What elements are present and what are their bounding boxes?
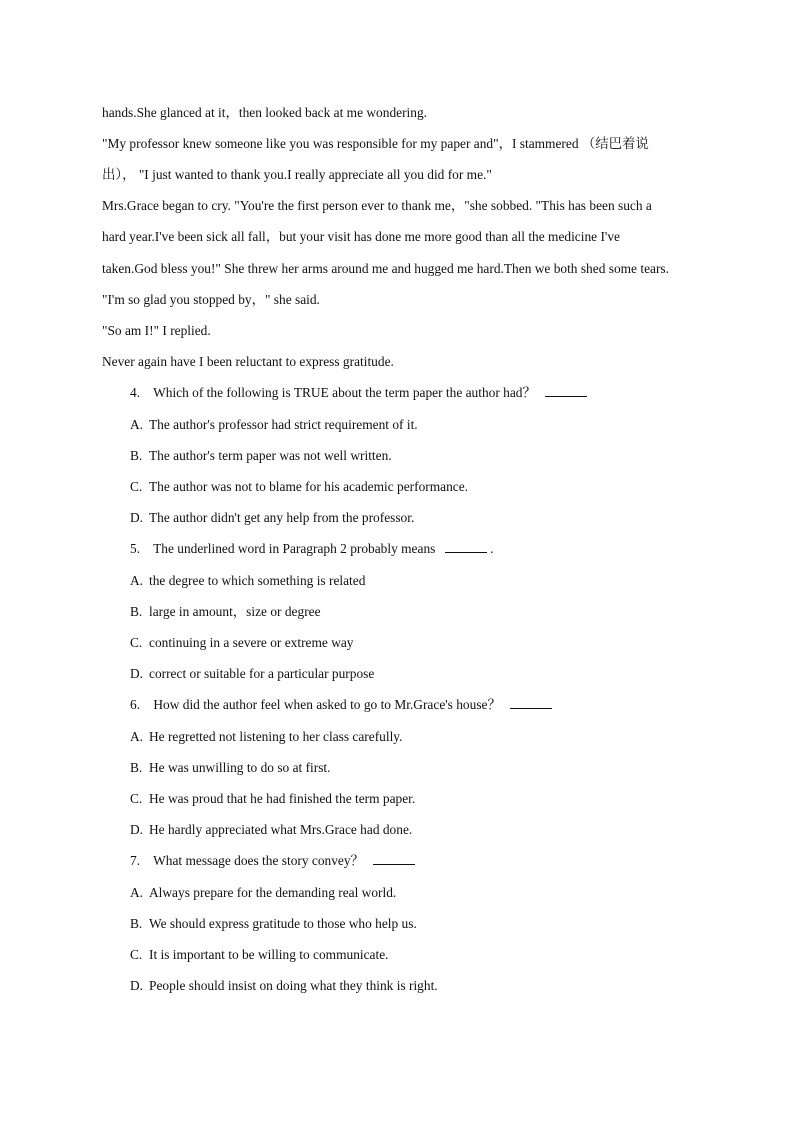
option-letter: C. — [130, 635, 143, 650]
passage-line: hard year.I've been sick all fall，but your visit has done me more good than all the medicine I've — [102, 229, 620, 244]
question-4 — [130, 384, 587, 402]
option-6c[interactable] — [130, 790, 415, 808]
answer-blank[interactable] — [445, 540, 487, 553]
question-text: Which of the following is TRUE about the term paper the author had？ — [153, 385, 536, 400]
option-text: large in amount，size or degree — [149, 604, 321, 619]
option-6d[interactable] — [130, 821, 412, 839]
passage-line: taken.God bless you!" She threw her arms around me and hugged me hard.Then we both shed some tears. — [102, 261, 669, 276]
question-6 — [130, 696, 552, 714]
option-letter: B. — [130, 760, 143, 775]
option-5c[interactable] — [130, 634, 354, 652]
option-letter: C. — [130, 947, 143, 962]
option-5a[interactable] — [130, 572, 365, 590]
option-letter: D. — [130, 510, 144, 525]
passage-line: "My professor knew someone like you was responsible for my paper and"，I stammered （结巴着说 — [102, 136, 649, 151]
option-text: We should express gratitude to those who help us. — [149, 916, 417, 931]
question-number: 4. — [130, 385, 141, 400]
answer-blank[interactable] — [373, 852, 415, 865]
option-letter: B. — [130, 604, 143, 619]
option-text: Always prepare for the demanding real world. — [149, 885, 397, 900]
question-number: 6. — [130, 697, 141, 712]
option-letter: C. — [130, 791, 143, 806]
question-7 — [130, 852, 415, 870]
option-7c[interactable] — [130, 946, 389, 964]
option-7a[interactable] — [130, 884, 396, 902]
option-letter: A. — [130, 417, 144, 432]
option-6a[interactable] — [130, 728, 402, 746]
option-text: He was proud that he had finished the term paper. — [149, 791, 416, 806]
option-letter: D. — [130, 978, 144, 993]
question-5 — [130, 540, 493, 558]
option-7d[interactable] — [130, 977, 438, 995]
option-text: He was unwilling to do so at first. — [149, 760, 331, 775]
question-number: 7. — [130, 853, 141, 868]
option-text: correct or suitable for a particular purpose — [149, 666, 375, 681]
answer-blank[interactable] — [545, 384, 587, 397]
option-5d[interactable] — [130, 665, 374, 683]
question-number: 5. — [130, 541, 141, 556]
option-text: The author's professor had strict requirement of it. — [149, 417, 418, 432]
passage-line: hands.She glanced at it，then looked back at me wondering. — [102, 105, 428, 120]
question-suffix: . — [490, 541, 494, 556]
option-letter: A. — [130, 573, 144, 588]
option-text: the degree to which something is related — [149, 573, 366, 588]
option-4a[interactable] — [130, 416, 418, 434]
option-letter: A. — [130, 885, 144, 900]
option-4b[interactable] — [130, 447, 392, 465]
option-text: It is important to be willing to communicate. — [149, 947, 389, 962]
question-text: What message does the story convey？ — [153, 853, 364, 868]
option-letter: B. — [130, 448, 143, 463]
passage-line: "So am I!" I replied. — [102, 323, 211, 338]
passage-line: Never again have I been reluctant to express gratitude. — [102, 354, 394, 369]
passage-line: 出）， "I just wanted to thank you.I really appreciate all you did for me." — [102, 167, 492, 182]
option-text: He regretted not listening to her class carefully. — [149, 729, 403, 744]
option-letter: D. — [130, 666, 144, 681]
option-6b[interactable] — [130, 759, 331, 777]
answer-blank[interactable] — [510, 696, 552, 709]
option-text: The author didn't get any help from the professor. — [149, 510, 415, 525]
option-letter: C. — [130, 479, 143, 494]
option-letter: D. — [130, 822, 144, 837]
question-text: How did the author feel when asked to go to Mr.Grace's house？ — [153, 697, 501, 712]
passage-line: Mrs.Grace began to cry. "You're the first person ever to thank me，"she sobbed. "This has been such a — [102, 198, 652, 213]
option-4c[interactable] — [130, 478, 468, 496]
option-7b[interactable] — [130, 915, 417, 933]
option-letter: A. — [130, 729, 144, 744]
option-4d[interactable] — [130, 509, 414, 527]
option-text: He hardly appreciated what Mrs.Grace had done. — [149, 822, 413, 837]
option-text: The author's term paper was not well written. — [149, 448, 392, 463]
option-text: People should insist on doing what they think is right. — [149, 978, 438, 993]
option-text: continuing in a severe or extreme way — [149, 635, 354, 650]
question-text: The underlined word in Paragraph 2 probably means — [153, 541, 436, 556]
option-text: The author was not to blame for his academic performance. — [149, 479, 469, 494]
option-5b[interactable] — [130, 603, 321, 621]
option-letter: B. — [130, 916, 143, 931]
passage-line: "I'm so glad you stopped by，" she said. — [102, 292, 320, 307]
